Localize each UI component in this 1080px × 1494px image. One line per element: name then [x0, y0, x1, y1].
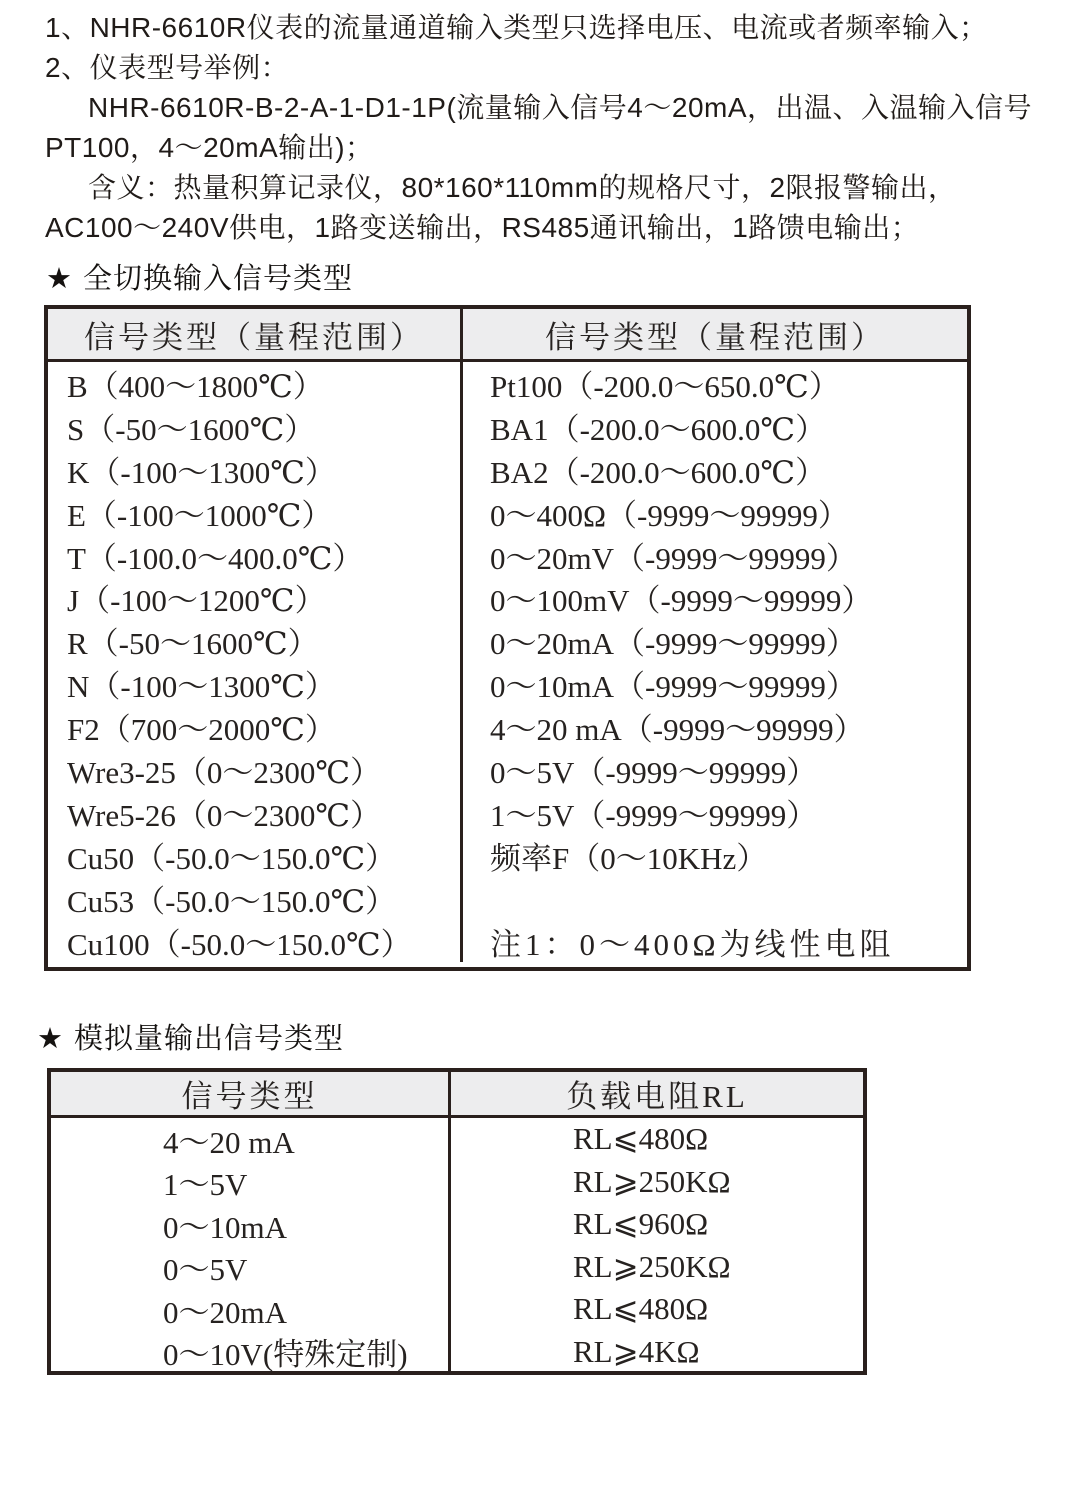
section-heading-input-signals: [46, 256, 353, 297]
table-cell: Cu50（-50.0～150.0℃）: [67, 840, 397, 876]
table-column-right: [463, 362, 967, 962]
table-cell: 0～100mV（-9999～99999）: [490, 583, 873, 619]
table-cell: Wre3-25（0～2300℃）: [67, 754, 382, 790]
table-cell: RL⩽480Ω: [573, 1291, 709, 1327]
table-cell: K（-100～1300℃）: [67, 454, 336, 490]
table-cell: E（-100～1000℃）: [67, 497, 333, 533]
table-column-left: [48, 362, 463, 962]
table-column-load: [451, 1118, 863, 1373]
table-cell: 频率F（0～10KHz）: [490, 840, 768, 876]
table-cell: S（-50～1600℃）: [67, 411, 316, 447]
table-header-row: [51, 1072, 863, 1118]
column-header: 负载电阻RL: [566, 1079, 748, 1114]
table-body: [48, 362, 967, 962]
table-cell: RL⩾250KΩ: [573, 1248, 731, 1284]
column-header: 信号类型（量程范围）: [48, 309, 463, 359]
section-title: 模拟量输出信号类型: [74, 1023, 345, 1055]
note-line: 2、仪表型号举例：: [45, 52, 290, 83]
table-cell: F2（700～2000℃）: [67, 712, 336, 748]
star-icon: ★: [46, 263, 73, 295]
table-cell: J（-100～1200℃）: [67, 583, 326, 619]
table-cell: 0～5V: [163, 1252, 248, 1288]
table-cell-empty: [463, 877, 967, 920]
notes-block: [45, 8, 1066, 248]
table-cell: RL⩽480Ω: [573, 1121, 709, 1157]
note-line: 1、NHR-6610R仪表的流量通道输入类型只选择电压、电流或者频率输入；: [45, 12, 988, 43]
note-line: PT100，4～20mA输出)；: [45, 132, 374, 163]
table-cell: T（-100.0～400.0℃）: [67, 540, 364, 576]
table-cell: 0～20mV（-9999～99999）: [490, 540, 857, 576]
output-signal-table: [47, 1068, 867, 1375]
table-cell: RL⩽960Ω: [573, 1206, 709, 1242]
table-cell: 4～20 mA: [163, 1124, 295, 1160]
table-cell: N（-100～1300℃）: [67, 669, 336, 705]
table-cell: 4～20 mA（-9999～99999）: [490, 712, 865, 748]
table-cell: BA2（-200.0～600.0℃）: [490, 454, 827, 490]
table-cell: BA1（-200.0～600.0℃）: [490, 411, 827, 447]
table-header-row: [48, 309, 967, 362]
note-line: AC100～240V供电，1路变送输出，RS485通讯输出，1路馈电输出；: [45, 212, 920, 243]
table-cell: 1～5V（-9999～99999）: [490, 797, 818, 833]
section-title: 全切换输入信号类型: [83, 263, 354, 295]
star-icon: ★: [37, 1023, 64, 1055]
table-cell: 0～400Ω（-9999～99999）: [490, 497, 849, 533]
table-cell: RL⩾250KΩ: [573, 1163, 731, 1199]
note-line: NHR-6610R-B-2-A-1-D1-1P(流量输入信号4～20mA，出温、入温输入信号: [88, 92, 1033, 123]
table-cell: 0～20mA: [163, 1294, 287, 1330]
table-cell: Wre5-26（0～2300℃）: [67, 797, 382, 833]
section-heading-output-signals: [37, 1016, 344, 1057]
table-cell: 1～5V: [163, 1167, 248, 1203]
column-header: 信号类型（量程范围）: [545, 319, 885, 355]
table-cell: R（-50～1600℃）: [67, 626, 319, 662]
table-cell: 0～10mA（-9999～99999）: [490, 669, 857, 705]
input-signal-table: [44, 305, 971, 971]
table-cell: B（400～1800℃）: [67, 368, 324, 404]
table-cell: Cu53（-50.0～150.0℃）: [67, 883, 397, 919]
table-cell: 0～20mA（-9999～99999）: [490, 626, 857, 662]
table-cell: 0～10V(特殊定制): [163, 1337, 408, 1373]
note-line: 含义：热量积算记录仪，80*160*110mm的规格尺寸，2限报警输出，: [88, 172, 957, 203]
table-note-cell: 注1：0～400Ω为线性电阻: [490, 926, 895, 962]
table-cell: 0～10mA: [163, 1209, 287, 1245]
table-cell: Pt100（-200.0～650.0℃）: [490, 368, 840, 404]
table-cell: RL⩾4KΩ: [573, 1333, 700, 1369]
table-cell: Cu100（-50.0～150.0℃）: [67, 926, 412, 962]
table-cell: 0～5V（-9999～99999）: [490, 754, 818, 790]
table-column-signal: [51, 1118, 451, 1373]
column-header: 信号类型: [51, 1072, 451, 1115]
table-body: [51, 1118, 863, 1373]
